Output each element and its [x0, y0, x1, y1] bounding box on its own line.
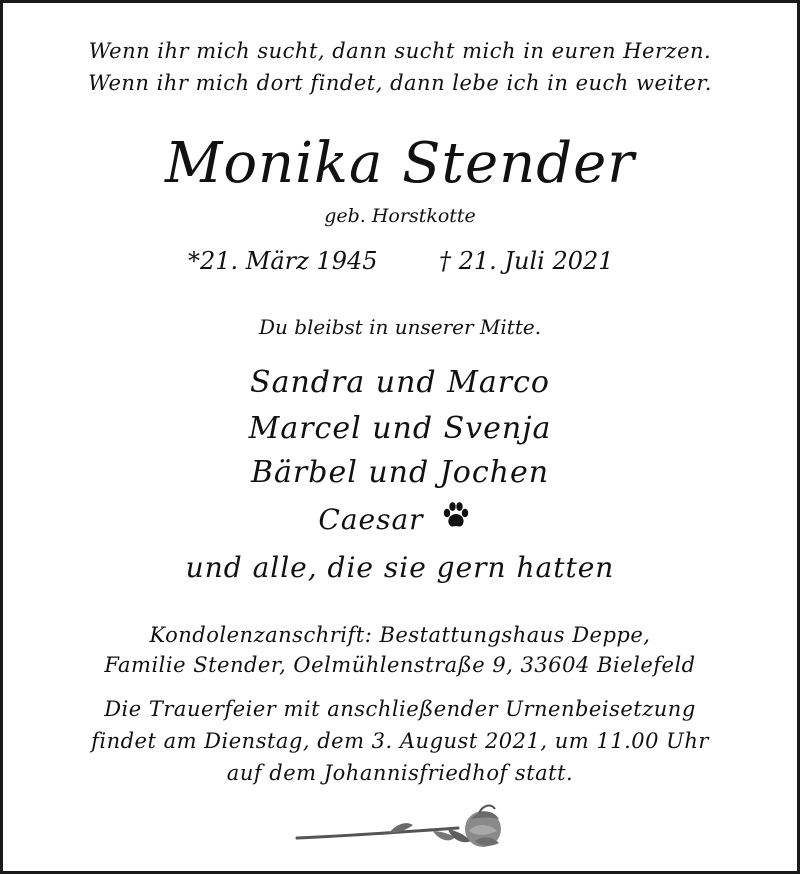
quote-line-2: Wenn ihr mich dort findet, dann lebe ich in euch weiter. — [88, 71, 712, 95]
maiden-name: geb. Horstkotte — [324, 205, 476, 227]
rose-icon — [293, 801, 523, 869]
mourner-line-1: Sandra und Marco — [250, 365, 550, 400]
death-date: † 21. Juli 2021 — [439, 247, 614, 275]
condolence-line-2: Familie Stender, Oelmühlenstraße 9, 33604 Bielefeld — [104, 653, 696, 677]
mourner-closing-line: und alle, die sie gern hatten — [185, 551, 615, 584]
motto: Du bleibst in unserer Mitte. — [258, 315, 542, 339]
deceased-name: Monika Stender — [165, 131, 635, 196]
ceremony-line-2: findet am Dienstag, dem 3. August 2021, um 11.00 Uhr — [91, 729, 709, 753]
mourner-pet-line — [3, 503, 797, 538]
paw-print-icon — [440, 499, 472, 538]
mourner-line-2: Marcel und Svenja — [248, 411, 552, 446]
mourner-line-3: Bärbel und Jochen — [250, 455, 550, 490]
condolence-line-1: Kondolenzanschrift: Bestattungshaus Deppe, — [149, 623, 651, 647]
ceremony-line-3: auf dem Johannisfriedhof statt. — [226, 761, 574, 785]
pet-name: Caesar — [318, 503, 424, 536]
ceremony-line-1: Die Trauerfeier mit anschließender Urnenbeisetzung — [104, 697, 696, 721]
birth-date: *21. März 1945 — [188, 247, 378, 275]
quote-line-1: Wenn ihr mich sucht, dann sucht mich in euren Herzen. — [88, 39, 712, 63]
